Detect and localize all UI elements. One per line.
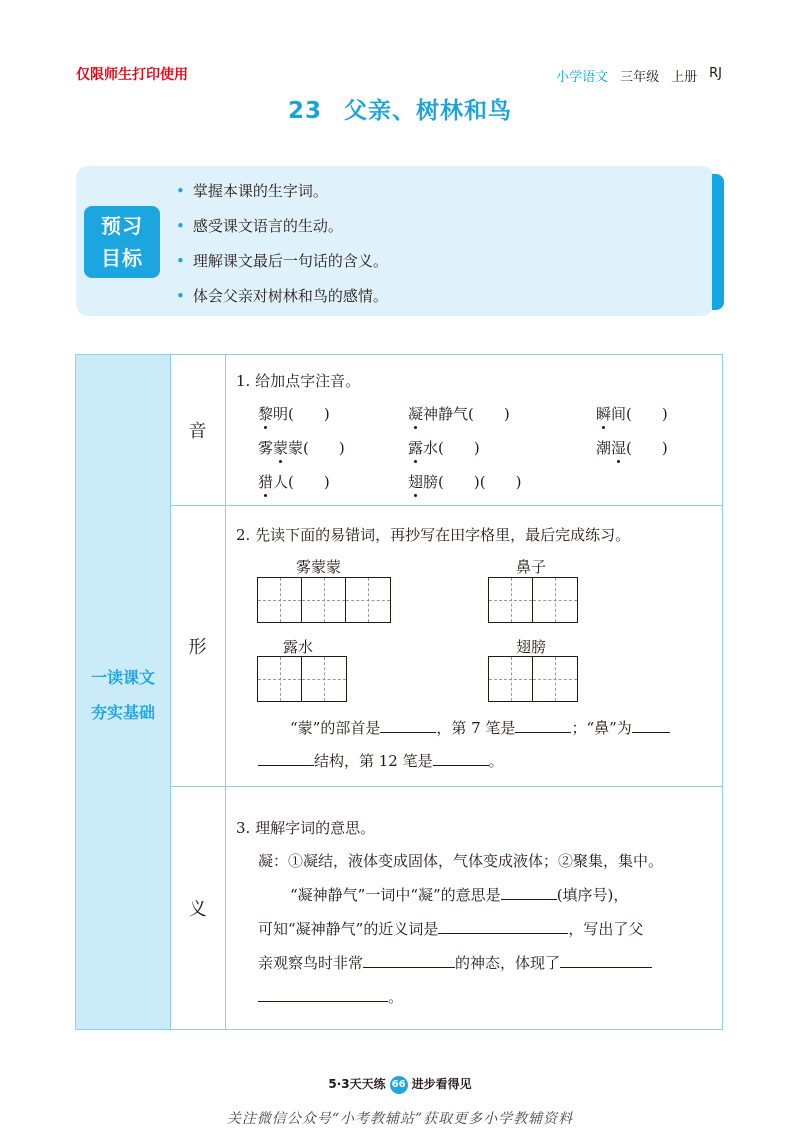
pinyin-item: 翅膀( )( ) — [408, 473, 522, 491]
subject-label: 小学语文 — [556, 70, 609, 85]
page-number: 66 — [390, 1076, 408, 1094]
dotted-char: 湿 — [611, 439, 627, 457]
dotted-char: 翅 — [408, 473, 424, 491]
preview-goals-badge — [84, 206, 160, 278]
row-divider — [170, 786, 723, 787]
q2-line2: 结构，第 12 笔是 。 — [258, 750, 504, 771]
answer-blank[interactable] — [258, 987, 388, 1002]
dotted-char: 露 — [408, 439, 424, 457]
section-line-2: 夯实基础 — [90, 703, 155, 722]
badge-line-1: 预习 — [101, 214, 143, 238]
tianzige-grid[interactable] — [488, 656, 578, 702]
edition-label: RJ — [709, 66, 722, 81]
dotted-char: 蒙 — [273, 439, 289, 457]
answer-blank[interactable] — [501, 885, 557, 900]
answer-blank[interactable] — [438, 919, 568, 934]
dotted-char: 凝 — [408, 405, 424, 423]
badge-line-2: 目标 — [101, 246, 143, 270]
row-label-sound: 音 — [170, 355, 226, 506]
answer-blank[interactable] — [515, 718, 571, 733]
goal-item: • 体会父亲对树林和鸟的感情。 — [176, 283, 388, 318]
q3-line2: 可知“凝神静气”的近义词是 ，写出了父 — [258, 920, 644, 938]
tianzige-grid[interactable] — [257, 577, 391, 623]
grade-label: 三年级 — [620, 70, 660, 85]
dotted-char: 黎 — [258, 405, 274, 423]
answer-blank[interactable] — [380, 718, 436, 733]
pinyin-item: 雾蒙蒙( ) — [258, 439, 345, 457]
tianzige-grid[interactable] — [257, 656, 347, 702]
goals-panel-tab — [712, 174, 724, 310]
pinyin-item: 凝神静气( ) — [408, 405, 510, 423]
bottom-watermark: 关注微信公众号“小考教辅站”获取更多小学教辅资料 — [226, 1111, 574, 1127]
section-line-1: 一读课文 — [90, 668, 155, 687]
pinyin-item: 黎明( ) — [258, 405, 330, 423]
dotted-char: 瞬 — [596, 405, 612, 423]
answer-blank[interactable] — [433, 751, 489, 766]
print-watermark: 仅限师生打印使用 — [76, 67, 188, 83]
word-label: 露水 — [283, 638, 314, 656]
q3-line3: 亲观察鸟时非常 的神态，体现了 — [258, 952, 652, 973]
lesson-name: 父亲、树林和鸟 — [344, 98, 512, 124]
book-meta — [556, 66, 722, 85]
dotted-char: 猎 — [258, 473, 274, 491]
page-footer — [0, 1075, 800, 1094]
row-label-meaning: 义 — [170, 787, 226, 1029]
lesson-number: 23 — [287, 98, 322, 124]
q3-line4: 。 — [258, 986, 403, 1007]
pinyin-item: 潮湿( ) — [596, 439, 668, 457]
brand-label: 5·3天天练 — [328, 1077, 386, 1091]
pinyin-item: 猎人( ) — [258, 473, 330, 491]
q1-prompt: 1. 给加点字注音。 — [236, 372, 361, 390]
pinyin-item: 瞬间( ) — [596, 405, 668, 423]
goals-list — [176, 178, 388, 318]
goal-item: • 掌握本课的生字词。 — [176, 178, 388, 213]
answer-blank[interactable] — [258, 751, 314, 766]
slogan-label: 进步看得见 — [411, 1077, 472, 1091]
preview-goals-panel — [76, 166, 714, 316]
volume-label: 上册 — [671, 70, 698, 85]
row-divider — [170, 505, 723, 506]
answer-blank[interactable] — [560, 953, 652, 968]
q3-prompt: 3. 理解字词的意思。 — [236, 819, 376, 837]
word-label: 鼻子 — [516, 558, 547, 576]
answer-blank[interactable] — [363, 953, 455, 968]
word-label: 翅膀 — [516, 638, 547, 656]
goal-item: • 感受课文语言的生动。 — [176, 213, 388, 248]
tianzige-grid[interactable] — [488, 577, 578, 623]
q3-line1: “凝神静气”一词中“凝”的意思是 (填序号)， — [290, 886, 629, 904]
row-label-form: 形 — [170, 506, 226, 787]
q2-prompt: 2. 先读下面的易错词，再抄写在田字格里，最后完成练习。 — [236, 526, 631, 544]
section-label — [76, 660, 170, 730]
goal-item: • 理解课文最后一句话的含义。 — [176, 248, 388, 283]
pinyin-item: 露水( ) — [408, 439, 480, 457]
q2-line1: “蒙”的部首是 ，第 7 笔是 ；“鼻”为 — [290, 717, 670, 738]
q3-definition: 凝：①凝结，液体变成固体，气体变成液体；②聚集，集中。 — [258, 852, 664, 870]
word-label: 雾蒙蒙 — [296, 558, 342, 576]
lesson-title — [0, 92, 800, 125]
answer-blank[interactable] — [632, 718, 670, 733]
